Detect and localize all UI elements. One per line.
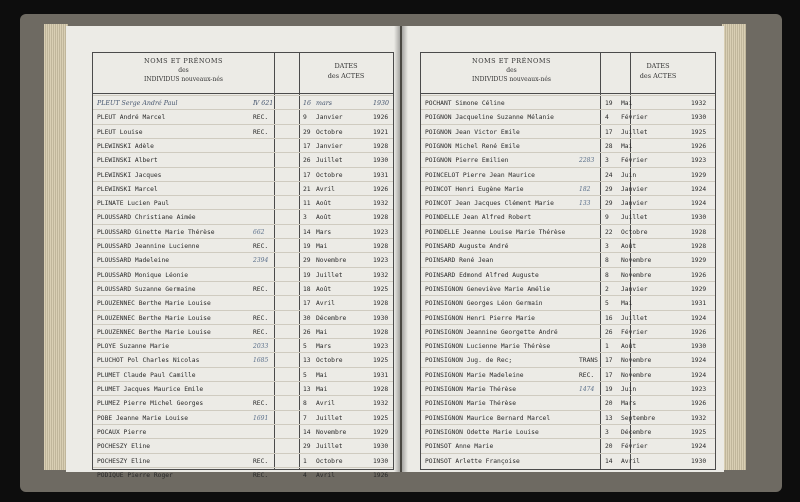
annotation: REC. bbox=[253, 400, 269, 408]
act-day: 3 bbox=[303, 214, 307, 222]
act-month: Février bbox=[621, 328, 648, 336]
annotation: 1685 bbox=[253, 357, 269, 365]
act-year: 1930 bbox=[373, 314, 389, 322]
individual-name: POCHESZY Eline bbox=[97, 457, 151, 465]
act-day: 29 bbox=[605, 200, 613, 208]
act-month: Juillet bbox=[621, 214, 648, 222]
right-register-table bbox=[420, 52, 716, 470]
act-month: Mai bbox=[316, 386, 328, 393]
individual-name: POCAUX Pierre bbox=[97, 428, 147, 436]
individual-name: PLOUSSARD Christiane Aimée bbox=[97, 214, 196, 222]
act-day: 29 bbox=[303, 128, 311, 136]
act-year: 1929 bbox=[691, 257, 707, 265]
individual-name: PLOUSSARD Jeannine Lucienne bbox=[97, 243, 200, 250]
individual-name: PLOYE Suzanne Marie bbox=[97, 343, 170, 351]
individual-name: POINSARD Auguste André bbox=[425, 243, 509, 250]
individual-name: PLUMEZ Pierre Michel Georges bbox=[97, 400, 204, 408]
individual-name: PLEUT Serge André Paul bbox=[97, 100, 178, 107]
act-day: 9 bbox=[605, 214, 609, 222]
act-day: 18 bbox=[303, 285, 311, 293]
individual-name: POINCOT Henri Eugène Marie bbox=[425, 185, 524, 193]
act-day: 13 bbox=[303, 386, 311, 393]
act-month: mars bbox=[316, 100, 332, 107]
annotation: 1691 bbox=[253, 414, 269, 422]
act-month: Octobre bbox=[316, 357, 343, 365]
act-year: 1926 bbox=[691, 271, 707, 279]
act-month: Novembre bbox=[621, 271, 652, 279]
act-day: 13 bbox=[303, 357, 311, 365]
individual-name: POINSIGNON Marie Thérèse bbox=[425, 400, 516, 408]
act-day: 26 bbox=[303, 328, 311, 336]
act-day: 7 bbox=[303, 414, 307, 422]
act-day: 17 bbox=[605, 357, 613, 365]
individual-name: POINCELOT Pierre Jean Maurice bbox=[425, 171, 535, 179]
act-day: 20 bbox=[605, 443, 613, 451]
act-year: 1924 bbox=[691, 371, 707, 379]
act-day: 17 bbox=[303, 300, 311, 308]
act-year: 1928 bbox=[373, 386, 389, 393]
act-month: Mai bbox=[316, 371, 328, 379]
act-day: 1 bbox=[605, 343, 609, 351]
act-month: Avril bbox=[316, 400, 335, 408]
act-year: 1925 bbox=[691, 128, 707, 136]
act-day: 1 bbox=[303, 457, 307, 465]
act-month: Février bbox=[621, 443, 648, 451]
act-month: Mai bbox=[621, 100, 633, 107]
names-column-header: NOMS ET PRÉNOMS des INDIVIDUS nouveaux-nés bbox=[144, 57, 223, 83]
individual-name: POIGNON Pierre Emilien bbox=[425, 157, 509, 165]
act-month: Août bbox=[316, 285, 332, 293]
individual-name: POIGNON Michel René Emile bbox=[425, 142, 520, 150]
act-year: 1930 bbox=[373, 443, 389, 451]
act-month: Juillet bbox=[316, 157, 343, 165]
individual-name: POINSOT Anne Marie bbox=[425, 443, 494, 451]
act-year: 1932 bbox=[373, 200, 389, 208]
annotation: 182 bbox=[579, 185, 591, 193]
act-month: Juillet bbox=[316, 271, 343, 279]
act-day: 21 bbox=[303, 185, 311, 193]
act-day: 30 bbox=[303, 314, 311, 322]
act-month: Janvier bbox=[316, 114, 343, 122]
act-year: 1925 bbox=[691, 428, 707, 436]
act-month: Octobre bbox=[316, 171, 343, 179]
act-year: 1930 bbox=[691, 457, 707, 465]
act-month: Janvier bbox=[316, 142, 343, 150]
act-month: Juin bbox=[621, 386, 637, 393]
individual-name: POINSOT Arlette Françoise bbox=[425, 457, 520, 465]
act-month: Mai bbox=[621, 142, 633, 150]
annotation: 2283 bbox=[579, 157, 595, 165]
act-year: 1930 bbox=[373, 100, 390, 107]
individual-name: POINSIGNON Marie Thérèse bbox=[425, 386, 516, 393]
act-day: 17 bbox=[303, 171, 311, 179]
individual-name: PLOUSSARD Madeleine bbox=[97, 257, 170, 265]
act-month: Décembre bbox=[316, 314, 347, 322]
act-month: Mai bbox=[316, 328, 328, 336]
individual-name: POINSIGNON Henri Pierre Marie bbox=[425, 314, 535, 322]
act-month: Août bbox=[621, 243, 637, 250]
act-day: 19 bbox=[605, 100, 613, 107]
annotation: Ⅳ 621 bbox=[253, 100, 274, 107]
annotation: 2033 bbox=[253, 343, 269, 351]
act-day: 5 bbox=[605, 300, 609, 308]
act-day: 26 bbox=[605, 328, 613, 336]
individual-name: POINSARD Edmond Alfred Auguste bbox=[425, 271, 539, 279]
individual-name: PLOUZENNEC Berthe Marie Louise bbox=[97, 300, 211, 308]
act-month: Mars bbox=[316, 343, 332, 351]
act-day: 14 bbox=[605, 457, 613, 465]
individual-name: POINDELLE Jean Alfred Robert bbox=[425, 214, 532, 222]
individual-name: POINCOT Jean Jacques Clément Marie bbox=[425, 200, 554, 208]
act-month: Janvier bbox=[621, 285, 648, 293]
act-month: Février bbox=[621, 114, 648, 122]
dates-column-header: DATES des ACTES bbox=[639, 62, 677, 80]
act-month: Octobre bbox=[316, 457, 343, 465]
act-day: 19 bbox=[605, 386, 613, 393]
act-month: Juin bbox=[621, 171, 637, 179]
book-gutter bbox=[394, 26, 408, 472]
annotation: 133 bbox=[579, 200, 591, 208]
act-year: 1923 bbox=[373, 257, 389, 265]
act-day: 11 bbox=[303, 200, 311, 208]
act-year: 1925 bbox=[373, 414, 389, 422]
individual-name: POINSIGNON Jeannine Georgette André bbox=[425, 328, 558, 336]
act-month: Février bbox=[621, 157, 648, 165]
individual-name: PLUCHOT Pol Charles Nicolas bbox=[97, 357, 200, 365]
annotation: 2394 bbox=[253, 257, 269, 265]
act-day: 16 bbox=[303, 100, 312, 107]
act-month: Avril bbox=[316, 185, 335, 193]
act-year: 1926 bbox=[373, 471, 389, 479]
act-month: Novembre bbox=[316, 257, 347, 265]
register-row bbox=[93, 467, 393, 484]
act-year: 1926 bbox=[691, 400, 707, 408]
act-day: 8 bbox=[303, 400, 307, 408]
individual-name: POCHANT Simone Céline bbox=[425, 100, 505, 107]
act-day: 4 bbox=[605, 114, 609, 122]
act-year: 1928 bbox=[373, 243, 389, 250]
individual-name: POINSIGNON Geneviève Marie Amélie bbox=[425, 285, 551, 293]
act-month: Avril bbox=[316, 471, 335, 479]
annotation: REC. bbox=[253, 328, 269, 336]
act-day: 29 bbox=[303, 257, 311, 265]
act-day: 3 bbox=[605, 157, 609, 165]
act-day: 26 bbox=[303, 157, 311, 165]
annotation: REC. bbox=[253, 457, 269, 465]
act-day: 20 bbox=[605, 400, 613, 408]
act-year: 1924 bbox=[691, 357, 707, 365]
annotation: 662 bbox=[253, 228, 265, 236]
act-year: 1923 bbox=[691, 386, 707, 393]
individual-name: POIGNON Jacqueline Suzanne Mélanie bbox=[425, 114, 554, 122]
act-month: Juillet bbox=[316, 414, 343, 422]
act-day: 22 bbox=[605, 228, 613, 236]
act-day: 28 bbox=[605, 142, 613, 150]
act-day: 2 bbox=[605, 285, 609, 293]
individual-name: PLEWINSKI Marcel bbox=[97, 185, 158, 193]
individual-name: POIGNON Jean Victor Emile bbox=[425, 128, 520, 136]
act-year: 1926 bbox=[691, 142, 707, 150]
act-year: 1929 bbox=[373, 428, 389, 436]
act-year: 1928 bbox=[691, 243, 707, 250]
act-month: Janvier bbox=[621, 200, 648, 208]
annotation: REC. bbox=[253, 285, 269, 293]
act-year: 1928 bbox=[373, 300, 389, 308]
annotation: REC. bbox=[253, 128, 269, 136]
act-day: 5 bbox=[303, 371, 307, 379]
act-day: 8 bbox=[605, 271, 609, 279]
right-page bbox=[402, 26, 724, 472]
act-month: Novembre bbox=[621, 257, 652, 265]
page-edges-right bbox=[722, 24, 746, 470]
act-year: 1932 bbox=[691, 100, 707, 107]
individual-name: POINSIGNON Lucienne Marie Thérèse bbox=[425, 343, 551, 351]
act-day: 19 bbox=[303, 243, 311, 250]
act-year: 1923 bbox=[373, 228, 389, 236]
individual-name: PLEUT André Marcel bbox=[97, 114, 166, 122]
act-year: 1923 bbox=[373, 343, 389, 351]
act-month: Juillet bbox=[621, 128, 648, 136]
individual-name: PLOUSSARD Monique Léonie bbox=[97, 271, 188, 279]
act-year: 1928 bbox=[373, 214, 389, 222]
act-day: 29 bbox=[605, 185, 613, 193]
individual-name: POINSARD René Jean bbox=[425, 257, 494, 265]
act-day: 9 bbox=[303, 114, 307, 122]
individual-name: PLEWINSKI Albert bbox=[97, 157, 158, 165]
act-year: 1931 bbox=[373, 171, 389, 179]
act-year: 1924 bbox=[691, 314, 707, 322]
act-day: 19 bbox=[303, 271, 311, 279]
act-month: Décembre bbox=[621, 428, 652, 436]
act-month: Août bbox=[621, 343, 637, 351]
act-year: 1924 bbox=[691, 185, 707, 193]
act-month: Mai bbox=[316, 243, 328, 250]
individual-name: POINSIGNON Georges Léon Germain bbox=[425, 300, 543, 308]
individual-name: PLEUT Louise bbox=[97, 128, 143, 136]
act-month: Juillet bbox=[316, 443, 343, 451]
act-year: 1932 bbox=[373, 400, 389, 408]
act-year: 1923 bbox=[691, 157, 707, 165]
act-year: 1930 bbox=[691, 114, 707, 122]
act-day: 17 bbox=[605, 371, 613, 379]
act-day: 24 bbox=[605, 171, 613, 179]
act-month: Mars bbox=[316, 228, 332, 236]
dates-column-header: DATES des ACTES bbox=[327, 62, 365, 80]
act-day: 29 bbox=[303, 443, 311, 451]
annotation: REC. bbox=[579, 371, 595, 379]
act-month: Octobre bbox=[316, 128, 343, 136]
act-month: Août bbox=[316, 200, 332, 208]
act-month: Avril bbox=[316, 300, 335, 308]
act-day: 17 bbox=[605, 128, 613, 136]
act-month: Septembre bbox=[621, 414, 656, 422]
act-month: Avril bbox=[621, 457, 640, 465]
act-day: 14 bbox=[303, 428, 311, 436]
act-year: 1929 bbox=[691, 171, 707, 179]
act-year: 1924 bbox=[691, 443, 707, 451]
names-column-header: NOMS ET PRÉNOMS des INDIVIDUS nouveaux-nés bbox=[472, 57, 551, 83]
individual-name: PLOUZENNEC Berthe Marie Louise bbox=[97, 314, 211, 322]
left-register-table bbox=[92, 52, 394, 479]
act-year: 1921 bbox=[373, 128, 389, 136]
act-year: 1926 bbox=[691, 328, 707, 336]
individual-name: PLOUZENNEC Berthe Marie Louise bbox=[97, 328, 211, 336]
act-day: 5 bbox=[303, 343, 307, 351]
act-month: Novembre bbox=[316, 428, 347, 436]
act-day: 13 bbox=[605, 414, 613, 422]
act-year: 1930 bbox=[691, 343, 707, 351]
annotation: REC. bbox=[253, 471, 269, 479]
act-year: 1928 bbox=[691, 228, 707, 236]
individual-name: PLUMET Claude Paul Camille bbox=[97, 371, 196, 379]
individual-name: POINSIGNON Marie Madeleine bbox=[425, 371, 524, 379]
act-year: 1928 bbox=[373, 328, 389, 336]
individual-name: POINSIGNON Jug. de Rec; bbox=[425, 357, 513, 365]
act-year: 1926 bbox=[373, 185, 389, 193]
act-year: 1930 bbox=[691, 214, 707, 222]
act-day: 17 bbox=[303, 142, 311, 150]
act-month: Mai bbox=[621, 300, 633, 308]
act-month: Janvier bbox=[621, 185, 648, 193]
act-year: 1930 bbox=[373, 157, 389, 165]
act-year: 1926 bbox=[373, 114, 389, 122]
act-year: 1932 bbox=[691, 414, 707, 422]
act-day: 3 bbox=[605, 428, 609, 436]
act-year: 1930 bbox=[373, 457, 389, 465]
act-month: Novembre bbox=[621, 371, 652, 379]
annotation: REC. bbox=[253, 243, 269, 250]
individual-name: PLEWINSKI Adèle bbox=[97, 142, 154, 150]
individual-name: POINDELLE Jeanne Louise Marie Thérèse bbox=[425, 228, 566, 236]
annotation: REC. bbox=[253, 114, 269, 122]
individual-name: PLOUSSARD Suzanne Germaine bbox=[97, 285, 196, 293]
act-day: 14 bbox=[303, 228, 311, 236]
act-month: Juillet bbox=[621, 314, 648, 322]
act-year: 1928 bbox=[373, 142, 389, 150]
act-year: 1932 bbox=[373, 271, 389, 279]
act-year: 1929 bbox=[691, 285, 707, 293]
individual-name: POINSIGNON Odette Marie Louise bbox=[425, 428, 539, 436]
annotation: TRANS bbox=[579, 357, 598, 365]
act-day: 16 bbox=[605, 314, 613, 322]
act-month: Août bbox=[316, 214, 332, 222]
individual-name: PLINATE Lucien Paul bbox=[97, 200, 170, 208]
register-row bbox=[421, 453, 715, 470]
act-month: Octobre bbox=[621, 228, 648, 236]
act-year: 1924 bbox=[691, 200, 707, 208]
individual-name: PODIQUE Pierre Roger bbox=[97, 471, 173, 479]
act-year: 1925 bbox=[373, 285, 389, 293]
act-year: 1931 bbox=[691, 300, 707, 308]
page-edges-left bbox=[44, 24, 68, 470]
individual-name: PLUMET Jacques Maurice Emile bbox=[97, 386, 204, 393]
act-year: 1925 bbox=[373, 357, 389, 365]
act-month: Novembre bbox=[621, 357, 652, 365]
act-day: 3 bbox=[605, 243, 609, 250]
act-year: 1931 bbox=[373, 371, 389, 379]
act-day: 8 bbox=[605, 257, 609, 265]
individual-name: PLOUSSARD Ginette Marie Thérèse bbox=[97, 228, 215, 236]
act-month: Mars bbox=[621, 400, 637, 408]
individual-name: POINSIGNON Maurice Bernard Marcel bbox=[425, 414, 551, 422]
left-page bbox=[66, 26, 400, 479]
individual-name: POBE Jeanne Marie Louise bbox=[97, 414, 188, 422]
act-day: 4 bbox=[303, 471, 307, 479]
annotation: 1474 bbox=[579, 386, 595, 393]
annotation: REC. bbox=[253, 314, 269, 322]
individual-name: POCHESZY Eline bbox=[97, 443, 151, 451]
individual-name: PLEWINSKI Jacques bbox=[97, 171, 162, 179]
